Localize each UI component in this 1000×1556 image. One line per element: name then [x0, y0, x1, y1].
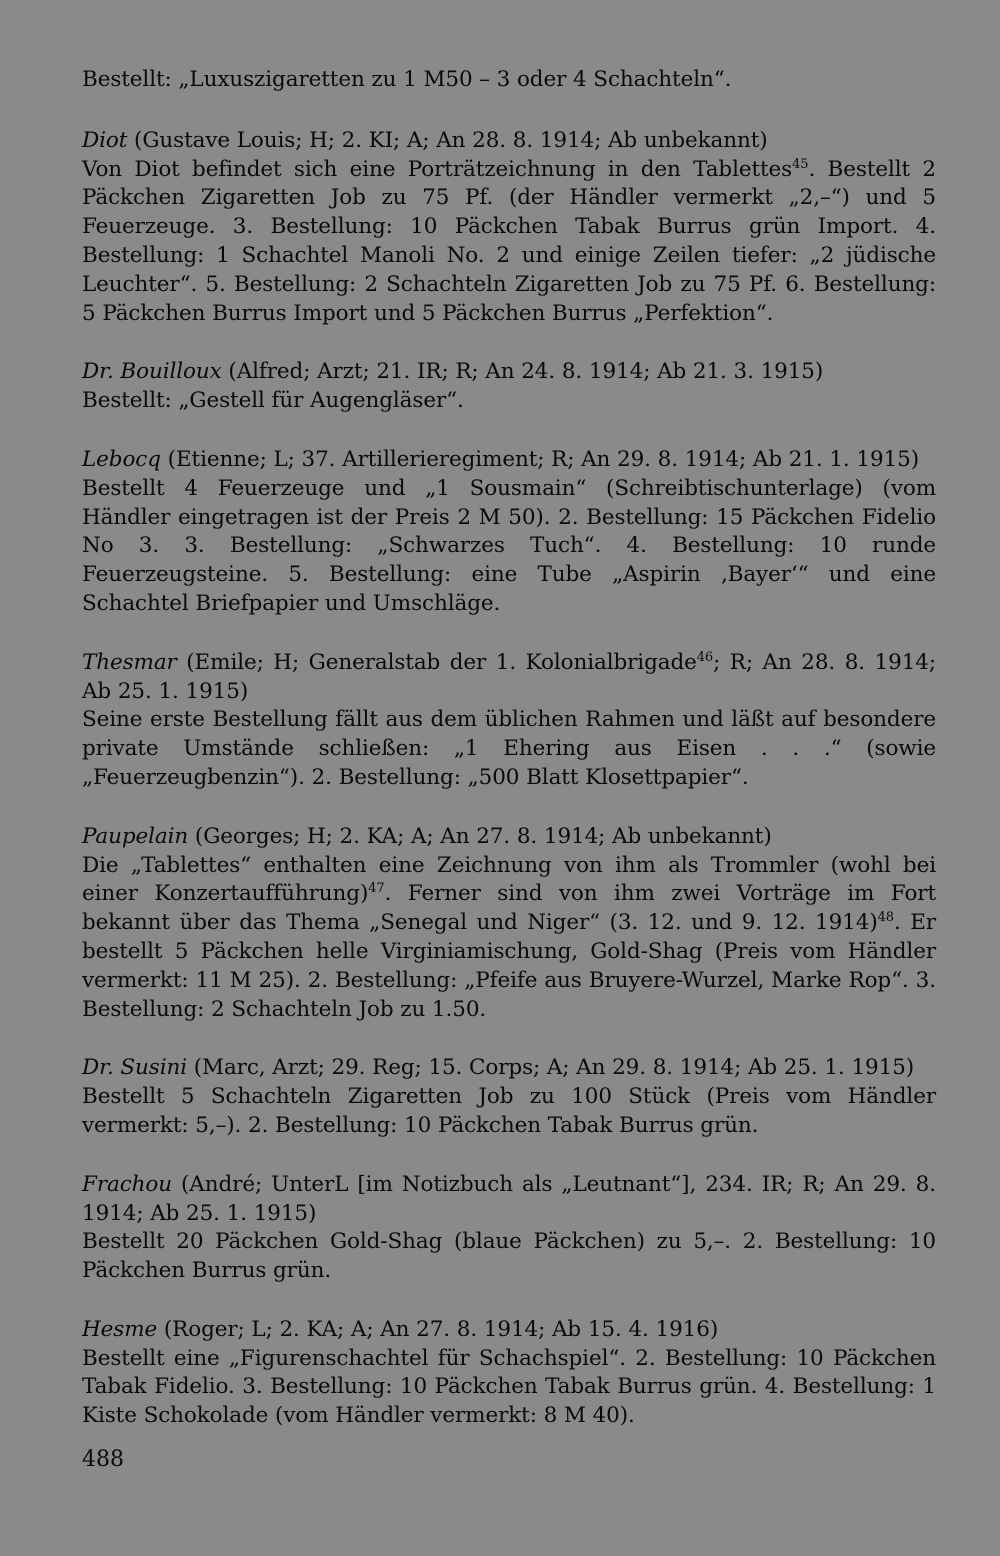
entry-continuation — [82, 66, 936, 95]
person-name: Dr. Susini — [82, 1055, 188, 1081]
person-details: (Roger; L; 2. KA; A; An 27. 8. 1914; Ab 15. 4. 1916) — [157, 1316, 719, 1342]
entry-text: Bestellt: „Luxuszigaretten zu 1 M50 – 3 oder 4 Schachteln“. — [82, 67, 732, 92]
entry-hesme — [82, 1316, 936, 1431]
person-details-cont: ; R; An 28. 8. 1914; Ab 25. 1. 1915) — [82, 649, 937, 704]
entry-body: Bestellt 20 Päckchen Gold-Shag (blaue Päckchen) zu 5,–. 2. Bestellung: 10 Päckchen Burrus grün. — [82, 1229, 936, 1284]
entry-paupelain — [82, 823, 936, 1025]
person-name: Dr. Bouilloux — [82, 359, 222, 385]
entry-thesmar — [82, 649, 936, 793]
entry-body: Bestellt: „Gestell für Augengläser“. — [82, 388, 464, 414]
entry-susini — [82, 1054, 936, 1140]
footnote-ref: 47 — [368, 881, 385, 897]
footnote-ref: 46 — [696, 649, 714, 665]
person-name: Frachou — [82, 1171, 172, 1197]
entry-body: Bestellt 5 Schachteln Zigaretten Job zu 100 Stück (Preis vom Händler vermerkt: 5,–). 2. Bestellung: 10 Päckchen Tabak Burrus grün. — [82, 1084, 936, 1138]
entry-body: Bestellt 4 Feuerzeuge und „1 Sousmain“ (Schreibtischunterlage) (vom Händler eingetragen ist der Preis 2 M 50). 2. Bestellung: 15 Päckchen Fidelio No 3. 3. Bestellung: „Schwarzes Tuch“. 4. Bestellung: 10 runde Feuerzeugsteine. 5. Bestellung: eine Tube „Aspirin ‚Bayer‘“ und eine Schachtel Briefpapier und Umschläge. — [82, 475, 936, 616]
person-details: (Gustave Louis; H; 2. KI; A; An 28. 8. 1914; Ab unbekannt) — [127, 127, 768, 153]
person-name: Diot — [82, 127, 128, 153]
entry-body: Von Diot befindet sich eine Porträtzeichnung in den Tablettes — [82, 156, 793, 182]
entry-body-cont: . Ferner sind von ihm zwei Vorträge im Fort bekannt über das Thema „Senegal und Niger“ (3. 12. und 9. 12. 1914) — [82, 881, 937, 936]
entry-body: Seine erste Bestellung fällt aus dem üblichen Rahmen und läßt auf besondere private Umstände schließen: „1 Ehering aus Eisen . . .“ (sowie „Feuerzeugbenzin“). 2. Bestellung: „500 Blatt Klosettpapier“. — [82, 707, 936, 790]
entry-lebocq — [82, 446, 936, 619]
entry-body: Bestellt eine „Figurenschachtel für Schachspiel“. 2. Bestellung: 10 Päckchen Tabak Fidelio. 3. Bestellung: 10 Päckchen Tabak Burrus grün. 4. Bestellung: 1 Kiste Schokolade (vom Händler vermerkt: 8 M 40). — [82, 1345, 936, 1429]
person-name: Lebocq — [82, 446, 161, 472]
person-details: (Etienne; L; 37. Artillerieregiment; R; An 29. 8. 1914; Ab 21. 1. 1915) — [160, 446, 919, 472]
entry-body-end: . Er bestellt 5 Päckchen helle Virginiamischung, Gold-Shag (Preis vom Händler vermerkt: 11 M 25). 2. Bestellung: „Pfeife aus Bruyere-Wurzel, Marke Rop“. 3. Bestellung: 2 Schachteln Job zu 1.50. — [82, 910, 936, 1022]
entry-diot — [82, 127, 936, 329]
person-name: Paupelain — [82, 823, 189, 849]
footnote-ref: 48 — [877, 909, 894, 925]
person-details: (André; UnterL [im Notizbuch als „Leutnant“], 234. IR; R; An 29. 8. 1914; Ab 25. 1. 1915) — [82, 1171, 936, 1226]
person-details: (Marc, Arzt; 29. Reg; 15. Corps; A; An 29. 8. 1914; Ab 25. 1. 1915) — [187, 1055, 915, 1081]
entry-bouilloux — [82, 358, 936, 416]
person-details: (Alfred; Arzt; 21. IR; R; An 24. 8. 1914; Ab 21. 3. 1915) — [221, 359, 824, 385]
person-name: Hesme — [82, 1316, 158, 1342]
entry-frachou — [82, 1171, 936, 1286]
footnote-ref: 45 — [792, 156, 809, 172]
entry-body-cont: . Bestellt 2 Päckchen Zigaretten Job zu 75 Pf. (der Händler vermerkt „2,–“) und 5 Feuerzeuge. 3. Bestellung: 10 Päckchen Tabak Burrus grün Import. 4. Bestellung: 1 Schachtel Manoli No. 2 und einige Zeilen tiefer: „2 jüdische Leuchter“. 5. Bestellung: 2 Schachteln Zigaretten Job zu 75 Pf. 6. Bestellung: 5 Päckchen Burrus Import und 5 Päckchen Burrus „Perfektion“. — [82, 156, 937, 326]
page-number: 488 — [82, 1447, 124, 1472]
entry-body: Die „Tablettes“ enthalten eine Zeichnung von ihm als Trommler (wohl bei einer Konzertaufführung) — [82, 852, 936, 907]
page-text — [82, 66, 936, 1461]
person-details: (Emile; H; Generalstab der 1. Kolonialbrigade — [176, 649, 697, 675]
person-details: (Georges; H; 2. KA; A; An 27. 8. 1914; Ab unbekannt) — [188, 823, 772, 849]
person-name: Thesmar — [82, 649, 177, 675]
